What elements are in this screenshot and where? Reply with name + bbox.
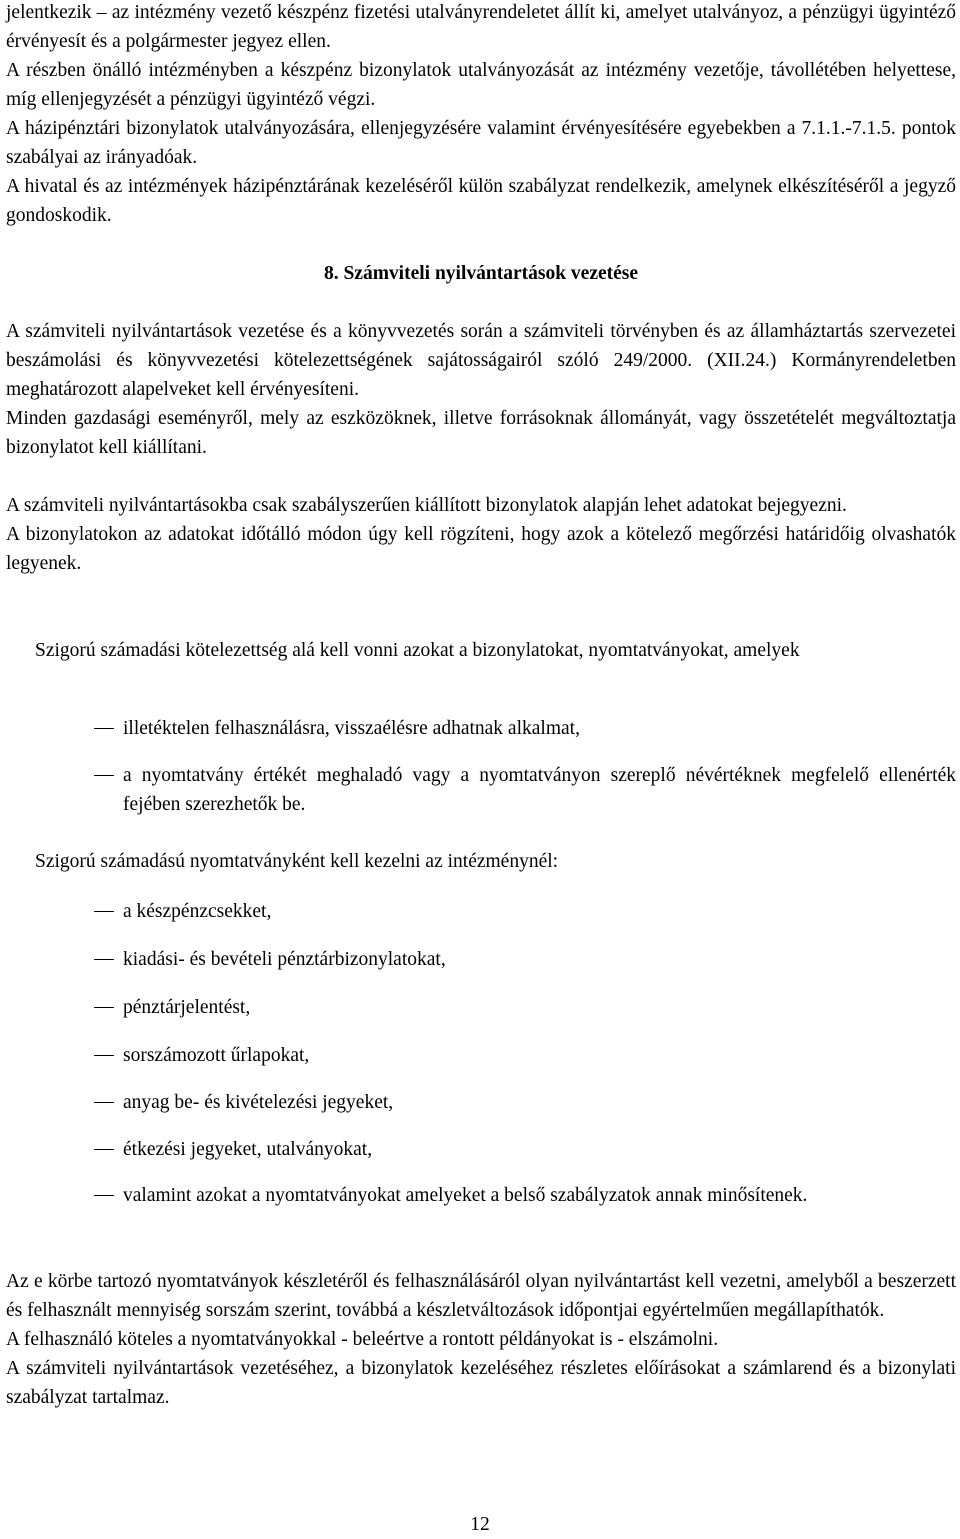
- dash-bullet: [94, 1007, 114, 1008]
- paragraph: A számviteli nyilvántartások vezetéséhez, a bizonylatok kezeléséhez részletes előírásokat a számlarend és a bizonylati szabályzat tartalmaz.: [6, 1358, 956, 1408]
- dash-bullet: [94, 911, 114, 912]
- forms-intro: Szigorú számadású nyomtatványként kell kezelni az intézménynél:: [35, 851, 559, 872]
- paragraph-block-top: [6, 0, 956, 230]
- paragraph: Az e körbe tartozó nyomtatványok készletéről és felhasználásáról olyan nyilvántartást kell vezetni, amelyből a beszerzett és felhasznált mennyiség sorszám szerint, továbbá a készletváltozások időpontjai egyértelműen megállapíthatók.: [6, 1271, 956, 1321]
- paragraph: jelentkezik – az intézmény vezető készpénz fizetési utalványrendeletet állít ki, amelyet utalványoz, a pénzügyi ügyintéző érvényesít és a polgármester jegyez ellen.: [6, 2, 956, 52]
- dash-bullet: [94, 775, 114, 776]
- list-item: sorszámozott űrlapokat,: [6, 1041, 956, 1070]
- dash-bullet: [94, 1055, 114, 1056]
- list-item: a nyomtatvány értékét meghaladó vagy a nyomtatványon szereplő névértéknek megfelelő ellenérték fejében szerezhetők be.: [6, 761, 956, 819]
- dash-bullet: [94, 1149, 114, 1150]
- list-item: valamint azokat a nyomtatványokat amelyeket a belső szabályzatok annak minősítenek.: [6, 1181, 956, 1210]
- dash-bullet: [94, 959, 114, 960]
- strict-intro: Szigorú számadási kötelezettség alá kell vonni azokat a bizonylatokat, nyomtatványokat, amelyek: [35, 640, 800, 661]
- paragraph: A felhasználó köteles a nyomtatványokkal - beleértve a rontott példányokat is - elszámolni.: [6, 1329, 719, 1350]
- paragraph: A bizonylatokon az adatokat időtálló módon úgy kell rögzíteni, hogy azok a kötelező megőrzési határidőig olvashatók legyenek.: [6, 524, 956, 574]
- paragraph: A számviteli nyilvántartások vezetése és a könyvvezetés során a számviteli törvényben és az államháztartás szervezetei beszámolási és könyvvezetési kötelezettségének sajátosságairól szóló 249/2000. (XII.24.) Kormányrendeletben meghatározott alapelveket kell érvényesíteni.: [6, 321, 956, 400]
- paragraph-block-mid: [6, 317, 956, 578]
- section-heading: 8. Számviteli nyilvántartások vezetése: [323, 263, 639, 284]
- strict-list: [6, 714, 956, 819]
- list-item: a készpénzcsekket,: [6, 897, 956, 926]
- paragraph: A számviteli nyilvántartásokba csak szabályszerűen kiállított bizonylatok alapján lehet adatokat bejegyezni.: [6, 495, 847, 516]
- paragraph: Minden gazdasági eseményről, mely az eszközöknek, illetve forrásoknak állományát, vagy összetételét megváltoztatja bizonylatot kell kiállítani.: [6, 408, 956, 458]
- list-item: illetéktelen felhasználásra, visszaélésre adhatnak alkalmat,: [6, 714, 956, 743]
- dash-bullet: [94, 1195, 114, 1196]
- paragraph: A házipénztári bizonylatok utalványozására, ellenjegyzésére valamint érvényesítésére egyebekben a 7.1.1.-7.1.5. pontok szabályai az irányadóak.: [6, 118, 956, 168]
- paragraph-block-bottom: [6, 1267, 956, 1412]
- paragraph: A hivatal és az intézmények házipénztárának kezeléséről külön szabályzat rendelkezik, amelynek elkészítéséről a jegyző gondoskodik.: [6, 176, 956, 226]
- list-item: pénztárjelentést,: [6, 993, 956, 1022]
- list-item: kiadási- és bevételi pénztárbizonylatokat,: [6, 945, 956, 974]
- dash-bullet: [94, 1102, 114, 1103]
- list-item: étkezési jegyeket, utalványokat,: [6, 1135, 956, 1164]
- list-item: anyag be- és kivételezési jegyeket,: [6, 1088, 956, 1117]
- dash-bullet: [94, 728, 114, 729]
- page-number: 12: [470, 1514, 490, 1535]
- paragraph: A részben önálló intézményben a készpénz bizonylatok utalványozását az intézmény vezetője, távollétében helyettese, míg ellenjegyzését a pénzügyi ügyintéző végzi.: [6, 60, 956, 110]
